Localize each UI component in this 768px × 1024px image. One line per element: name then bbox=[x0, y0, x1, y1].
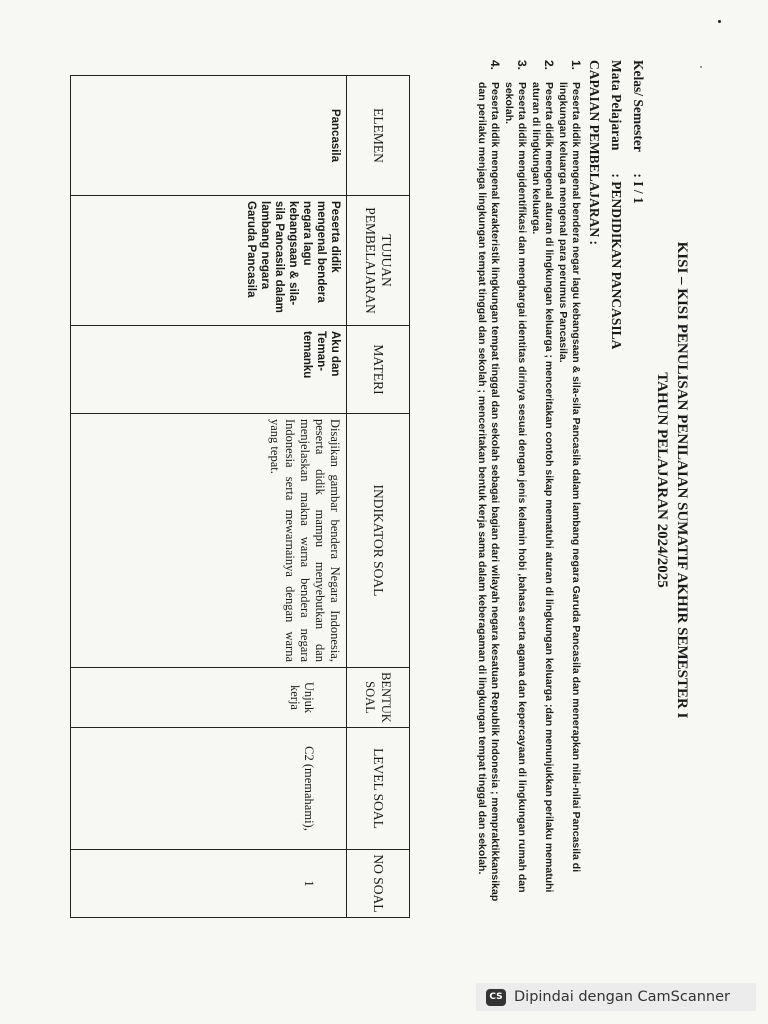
list-item: 4. Peserta didik mengenal karakteristik lingkungan tempat tinggal dan sekolah sebagai bagian dari wilayah negara kesatuan Republik Indonesia ; mempraktikkansikap dan perilaku menjaga lingkungan tempat tinggal dan sekolah ; menceritakan bentuk kerja sama dalam keberagaman di lingkungan tempat tinggal dan sekolah. bbox=[476, 60, 502, 902]
camscanner-text: Dipindai dengan CamScanner bbox=[514, 989, 731, 1005]
table-row bbox=[71, 76, 347, 918]
assessment-grid-table bbox=[70, 75, 410, 918]
table-header-row bbox=[347, 76, 410, 918]
list-item: 2. Peserta didik mengenal aturan di lingkungan keluarga ; menceritakan contoh sikap mematuhi aturan di lingkungan keluarga ;dan menunjukkan perilaku mematuhi aturan di lingkungan keluarga. bbox=[530, 60, 556, 893]
learning-outcomes-heading: CAPAIAN PEMBELAJARAN : bbox=[587, 60, 602, 245]
subject-label: Mata Pelajaran bbox=[609, 60, 624, 151]
scan-speck bbox=[700, 66, 702, 68]
camscanner-logo-icon: CS bbox=[486, 989, 506, 1006]
cell-no: 1 bbox=[71, 850, 347, 918]
learning-outcomes-list bbox=[474, 60, 582, 910]
header-indikator: INDIKATOR SOAL bbox=[347, 414, 410, 668]
title-line-2: TAHUN PELAJARAN 2024/2025 bbox=[654, 372, 670, 588]
header-tujuan: TUJUAN PEMBELAJARAN bbox=[347, 196, 410, 326]
document-page bbox=[60, 30, 700, 930]
document-title bbox=[652, 30, 692, 930]
list-item: 3. Peserta didik mengidentifikasi dan menghargai identitas dirinya sesuai dengan jenis kelamin hobi ,bahasa serta agama dan kepercayaan di lingkungan rumah dan sekolah. bbox=[503, 60, 529, 893]
header-elemen: ELEMEN bbox=[347, 76, 410, 196]
header-materi: MATERI bbox=[347, 326, 410, 414]
header-no: NO SOAL bbox=[347, 850, 410, 918]
cell-elemen: Pancasila bbox=[71, 76, 347, 196]
cell-level: C2 (memahami), bbox=[71, 728, 347, 850]
cell-indikator: Disajikan gambar bendera Negara Indonesia, peserta didik mampu menyebutkan dan menjelaskan makna warna bendera negara Indonesia serta mewarnainya dengan warna yang tepat. bbox=[71, 414, 347, 668]
camscanner-watermark bbox=[476, 983, 756, 1011]
header-level: LEVEL SOAL bbox=[347, 728, 410, 850]
subject-row bbox=[608, 60, 624, 349]
list-item: 1. Peserta didik mengenal bendera negar lagu kebangsaan & sila-sila Pancasila dalam lambang negara Garuda Pancasila dan menerapkan nilai-nilai Pancasila di lingkungan keluarga mengenal para perumus Pancasila. bbox=[557, 60, 583, 873]
cell-tujuan: Peserta didik mengenal bendera negara lagu kebangsaan & sila-sila Pancasila dalam lambang negara Garuda Pancasila bbox=[71, 196, 347, 326]
class-semester-row bbox=[630, 60, 646, 204]
subject-value: : PENDIDIKAN PANCASILA bbox=[609, 173, 624, 350]
class-semester-value: : I / 1 bbox=[631, 173, 646, 204]
class-semester-label: Kelas/ Semester bbox=[631, 60, 646, 152]
title-line-1: KISI – KISI PENULISAN PENILAIAN SUMATIF AKHIR SEMESTER I bbox=[674, 241, 690, 719]
cell-materi: Aku dan Teman-temanku bbox=[71, 326, 347, 414]
cell-bentuk: Unjuk kerja bbox=[71, 668, 347, 728]
header-bentuk: BENTUK SOAL bbox=[347, 668, 410, 728]
scan-speck bbox=[718, 20, 721, 23]
